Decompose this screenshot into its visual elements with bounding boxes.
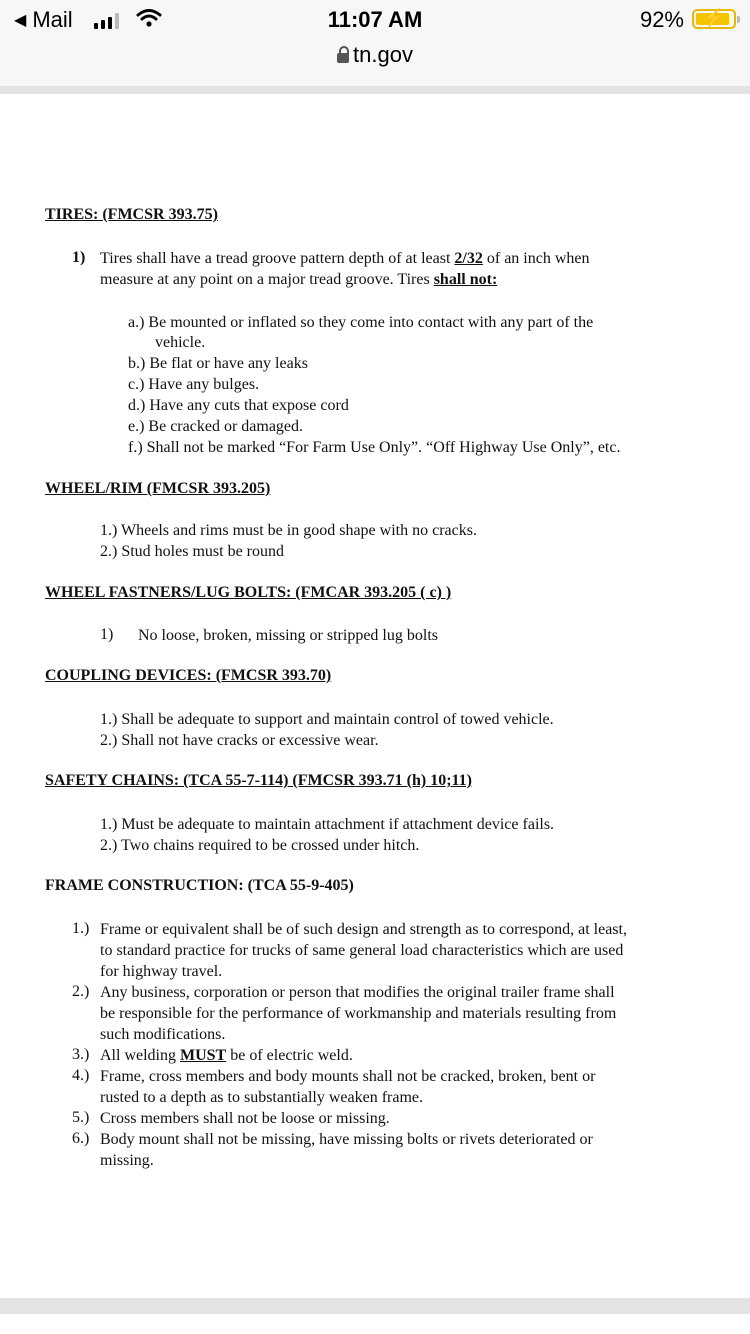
wheel-rim-item-1: 1.) Wheels and rims must be in good shape with no cracks.	[100, 522, 477, 539]
frame-item-5-number: 5.)	[72, 1109, 90, 1126]
frame-item-3-number: 3.)	[72, 1046, 90, 1063]
url-bar[interactable]	[0, 42, 750, 68]
frame-item-6-number: 6.)	[72, 1130, 90, 1147]
frame-item-6-line-2: missing.	[100, 1152, 154, 1169]
page-bottom-divider	[0, 1298, 750, 1314]
frame-item-2-line-2: be responsible for the performance of workmanship and materials resulting from	[100, 1005, 617, 1022]
coupling-item-1: 1.) Shall be adequate to support and maintain control of towed vehicle.	[100, 711, 554, 728]
lug-bolts-item-number: 1)	[100, 626, 114, 643]
tires-intro-line-1: Tires shall have a tread groove pattern depth of at least 2/32 of an inch when	[100, 250, 590, 267]
frame-item-2-line-1: Any business, corporation or person that modifies the original trailer frame shall	[100, 984, 615, 1001]
frame-item-1-line-1: Frame or equivalent shall be of such design and strength as to correspond, at least,	[100, 921, 627, 938]
lock-icon	[337, 53, 349, 63]
frame-item-1-line-2: to standard practice for trucks of same general load characteristics which are used	[100, 942, 624, 959]
toolbar-divider	[0, 86, 750, 94]
tires-subitem-a-cont: vehicle.	[155, 334, 206, 351]
tires-subitem-c: c.) Have any bulges.	[128, 376, 260, 393]
tires-heading: TIRES: (FMCSR 393.75)	[45, 206, 218, 223]
tires-subitem-a: a.) Be mounted or inflated so they come into contact with any part of the	[128, 314, 594, 331]
frame-heading: FRAME CONSTRUCTION: (TCA 55-9-405)	[45, 877, 354, 894]
coupling-item-2: 2.) Shall not have cracks or excessive wear.	[100, 732, 379, 749]
safety-chains-item-1: 1.) Must be adequate to maintain attachment if attachment device fails.	[100, 816, 555, 833]
frame-item-4-line-1: Frame, cross members and body mounts shall not be cracked, broken, bent or	[100, 1068, 596, 1085]
wheel-rim-heading: WHEEL/RIM (FMCSR 393.205)	[45, 480, 271, 497]
tires-subitem-e: e.) Be cracked or damaged.	[128, 418, 304, 435]
coupling-heading: COUPLING DEVICES: (FMCSR 393.70)	[45, 667, 332, 684]
tires-intro-line-2: measure at any point on a major tread groove. Tires shall not:	[100, 271, 498, 288]
frame-item-6-line-1: Body mount shall not be missing, have missing bolts or rivets deteriorated or	[100, 1131, 593, 1148]
frame-item-3-line-1: All welding MUST be of electric weld.	[100, 1047, 353, 1064]
battery-icon	[692, 9, 736, 29]
charging-bolt-icon: ⚡	[702, 8, 726, 28]
back-app-label: Mail	[32, 7, 73, 32]
safety-chains-item-2: 2.) Two chains required to be crossed under hitch.	[100, 837, 420, 854]
safety-chains-heading: SAFETY CHAINS: (TCA 55-7-114) (FMCSR 393.71 (h) 10;11)	[45, 772, 472, 789]
frame-item-4-number: 4.)	[72, 1067, 90, 1084]
tires-subitem-d: d.) Have any cuts that expose cord	[128, 397, 349, 414]
url-text: tn.gov	[353, 42, 413, 67]
frame-item-2-line-3: such modifications.	[100, 1026, 226, 1043]
lug-bolts-heading: WHEEL FASTNERS/LUG BOLTS: (FMCAR 393.205 ( c) )	[45, 584, 452, 601]
tires-subitem-f: f.) Shall not be marked “For Farm Use Only”. “Off Highway Use Only”, etc.	[128, 439, 621, 456]
battery-percent: 92%	[639, 7, 684, 32]
tires-item-number: 1)	[72, 249, 86, 266]
frame-item-1-number: 1.)	[72, 920, 90, 937]
back-arrow-icon: ◀	[14, 12, 27, 29]
status-bar	[0, 0, 750, 86]
clock: 11:07 AM	[327, 7, 423, 32]
frame-item-4-line-2: rusted to a depth as to substantially weaken frame.	[100, 1089, 424, 1106]
frame-item-2-number: 2.)	[72, 983, 90, 1000]
wheel-rim-item-2: 2.) Stud holes must be round	[100, 543, 284, 560]
lug-bolts-item-text: No loose, broken, missing or stripped lug bolts	[138, 627, 438, 644]
frame-item-5-line-1: Cross members shall not be loose or missing.	[100, 1110, 390, 1127]
tires-subitem-b: b.) Be flat or have any leaks	[128, 355, 308, 372]
frame-item-1-line-3: for highway travel.	[100, 963, 223, 980]
